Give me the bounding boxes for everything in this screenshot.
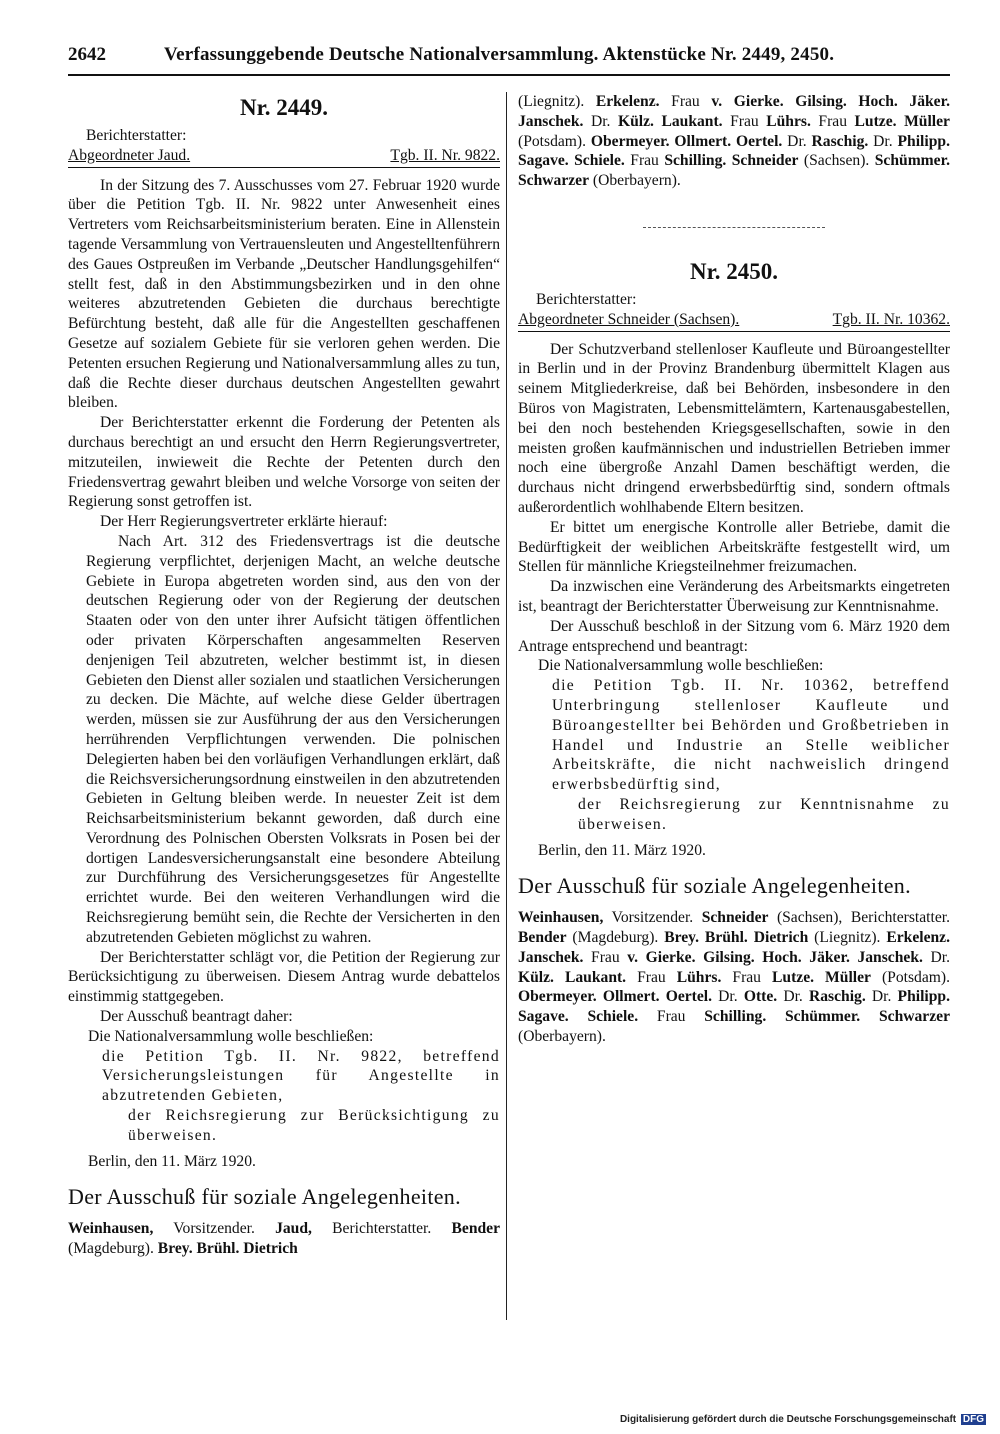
motion-body-2: der Reichsregierung zur Berücksichtigung zu überweisen. xyxy=(128,1107,500,1144)
right-column xyxy=(518,92,950,1047)
running-header xyxy=(68,44,950,76)
left-column xyxy=(68,92,500,1259)
motion-body: die Petition Tgb. II. Nr. 10362, betreffend Unterbringung stellenloser Kaufleute und Büroangestellter bei Behörden und Großbetrieben in Handel und Industrie an Stelle weiblicher Arbeitskräfte, die nicht nachweislich dringend erwerbsbedürftig sind, xyxy=(552,677,950,794)
paragraph: In der Sitzung des 7. Ausschusses vom 27. Februar 1920 wurde über die Petition Tgb. II. Nr. 9822 unter Anwesenheit eines Vertreters vom Reichsarbeitsministerium beraten. Eine in Allenstein tagende Versammlung von Vertrauensleuten und Angestelltenführern des Gaues Ostpreußen im Verbande „Deutscher Handlungsgehilfen“ stellt fest, daß in den Abstimmungsbezirken und in den ohne weiteres abzutretenden Gebieten die durchaus berechtigte Befürchtung besteht, daß alle für die Angestellten geschaffenen Gesetze auf sozialem Gebiete für sie verloren gehen werden. Die Petenten ersuchen Regierung und Nationalversammlung alles zu tun, daß die Rechte dieser durchaus deutschen Angestellten gewahrt bleiben. xyxy=(68,176,500,412)
document-number-2449: Nr. 2449. xyxy=(240,95,328,120)
credit-text: Digitalisierung gefördert durch die Deutsche Forschungsgemeinschaft xyxy=(619,1414,957,1425)
reporter-name: Abgeordneter Schneider (Sachsen). xyxy=(518,310,740,328)
paragraph: Der Schutzverband stellenloser Kaufleute und Büroangestellter in Berlin und in der Provinz Brandenburg übermittelt Klagen aus seinem Mitgliederkreise, daß bei Behörden, insbesondere in den Büros von Magistraten, Lebensmittelämtern, Kartenausgabestellen, bei den noch bestehenden Kriegsgesellschaften, sowie in den meisten großen kaufmännischen und industriellen Betrieben immer noch eine übergroße Anzahl Damen beschäftigt werden, die durchaus nicht dringend erwerbsbedürftig sind, sondern oftmals außerordentlich wohlhabende Eltern besitzen. xyxy=(518,340,950,516)
paragraph: Der Herr Regierungsvertreter erklärte hierauf: xyxy=(100,513,388,531)
running-title: Verfassunggebende Deutsche Nationalversammlung. Aktenstücke Nr. 2449, 2450. xyxy=(164,44,835,65)
dfg-logo: DFG xyxy=(962,1414,984,1425)
paragraph: Der Berichterstatter erkennt die Forderung der Petenten als durchaus berechtigt an und ersucht den Herrn Regierungsvertreter, mitzuteilen, inwieweit die Rechte der Petenten durch den Friedensvertrag gewahrt bleiben und welche Vorsorge von seiten der Regierung sonst getroffen ist. xyxy=(68,414,500,511)
government-statement: Nach Art. 312 des Friedensvertrags ist die deutsche Regierung verpflichtet, derjenigen Macht, an welche deutsche Gebiete in Europa abgetreten worden sind, aus den von der deutschen Regierung oder von der Regierung der deutschen Staaten oder von den unter ihrer Aufsicht tätigen öffentlichen oder privaten Körperschaften angesammelten Reserven denjenigen Teil abzutreten, welcher bestimmt ist, in diesen Gebieten den Dienst aller sozialen und staatlichen Versicherungen zu decken. Die Mächte, auf welche diese Gelder übertragen werden, müssen sie zur Ausführung der aus den Versicherungen herrührenden Verpflichtungen verwenden. Die polnischen Delegierten haben bei den vorläufigen Verhandlungen erklärt, daß die Reichsversicherungsordnung einstweilen in den abzutretenden Gebieten in Geltung bleiben werde. In neuester Zeit ist dem Reichsarbeitsministerium bekannt geworden, daß durch eine Verordnung des Polnischen Obersten Volksrats in Posen bei der dortigen Landesversicherungsanstalt eine besondere Abteilung zur Durchführung des Versicherungsgesetzes für Angestellte errichtet wurde. Bei den weiteren Verhandlungen wird die Reichsregierung bemüht sein, die Rechte der Versicherten in den abzutretenden Gebieten möglichst zu wahren. xyxy=(86,532,500,946)
committee-members: Weinhausen, Vorsitzender. Jaud, Berichterstatter. Bender (Magdeburg). Brey. Brühl. Dietrich xyxy=(68,1220,501,1258)
tgb-reference: Tgb. II. Nr. 9822. xyxy=(390,146,500,164)
reporter-label: Berichterstatter: xyxy=(536,290,637,308)
motion-intro: Die Nationalversammlung wolle beschließen: xyxy=(88,1027,374,1045)
motion-body-2: der Reichsregierung zur Kenntnisnahme zu überweisen. xyxy=(578,795,950,833)
reporter-line xyxy=(68,146,500,168)
motion-intro: Die Nationalversammlung wolle beschließen: xyxy=(538,657,824,675)
committee-members-continued: (Liegnitz). Erkelenz. Frau v. Gierke. Gilsing. Hoch. Jäker. Janschek. Dr. Külz. Laukant. Frau Lührs. Frau Lutze. Müller (Potsdam). Obermeyer. Ollmert. Oertel. Dr. Raschig. Dr. Philipp. Sagave. Schiele. Frau Schilling. Schneider (Sachsen). Schümmer. Schwarzer (Oberbayern). xyxy=(518,93,950,190)
signature-date: Berlin, den 11. März 1920. xyxy=(538,841,706,859)
reporter-label: Berichterstatter: xyxy=(86,127,187,144)
digitization-credit xyxy=(620,1414,986,1425)
motion-body: die Petition Tgb. II. Nr. 9822, betreffend Versicherungsleistungen für Angestellte in abzutretenden Gebieten, xyxy=(102,1047,500,1105)
column-divider xyxy=(506,92,507,1320)
committee-title: Der Ausschuß für soziale Angelegenheiten. xyxy=(518,873,911,899)
signature-date: Berlin, den 11. März 1920. xyxy=(88,1152,256,1170)
document-number-2450: Nr. 2450. xyxy=(690,258,778,284)
committee-members: Weinhausen, Vorsitzender. Schneider (Sachsen), Berichterstatter. Bender (Magdeburg). Brey. Brühl. Dietrich (Liegnitz). Erkelenz. Janschek. Frau v. Gierke. Gilsing. Hoch. Jäker. Janschek. Dr. Külz. Laukant. Frau Lührs. Frau Lutze. Müller (Potsdam). Obermeyer. Ollmert. Oertel. Dr. Otte. Dr. Raschig. Dr. Philipp. Sagave. Schiele. Frau Schilling. Schümmer. Schwarzer (Oberbayern). xyxy=(518,909,951,1046)
committee-title: Der Ausschuß für soziale Angelegenheiten. xyxy=(68,1184,461,1210)
reporter-name: Abgeordneter Jaud. xyxy=(68,146,191,164)
paragraph: Der Ausschuß beantragt daher: xyxy=(100,1008,293,1026)
page-number: 2642 xyxy=(68,44,106,65)
reporter-line xyxy=(518,310,950,332)
tgb-reference: Tgb. II. Nr. 10362. xyxy=(832,310,950,328)
paragraph: Da inzwischen eine Veränderung des Arbeitsmarkts eingetreten ist, beantragt der Berichterstatter Überweisung zur Kenntnisnahme. xyxy=(518,578,950,615)
paragraph: Der Ausschuß beschloß in der Sitzung vom 6. März 1920 dem Antrage entsprechend und beantragt: xyxy=(518,617,950,655)
paragraph: Der Berichterstatter schlägt vor, die Petition der Regierung zur Berücksichtigung zu überweisen. Diesem Antrag wurde debattelos einstimmig stattgegeben. xyxy=(68,948,500,1006)
paragraph: Er bittet um energische Kontrolle aller Betriebe, damit die Bedürftigkeit der weiblichen Arbeitskräfte festgestellt wird, um Stellen für männliche Kriegsteilnehmer freizumachen. xyxy=(518,518,950,576)
